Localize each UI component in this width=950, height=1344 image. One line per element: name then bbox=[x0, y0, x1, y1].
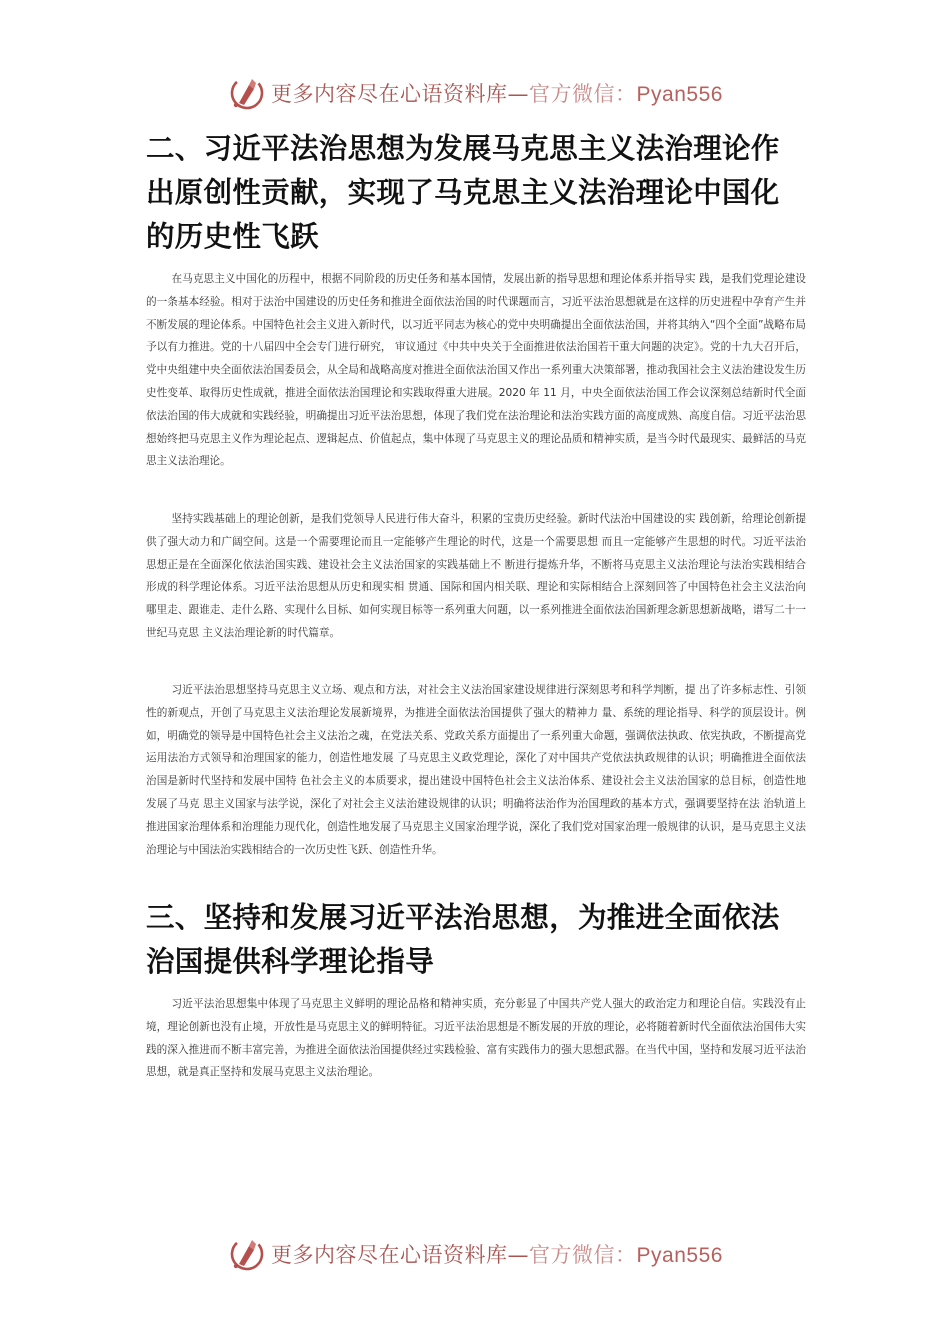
banner-wechat-label: 官方微信： bbox=[529, 82, 637, 106]
section-3 bbox=[146, 896, 806, 984]
section-2-paragraph-2 bbox=[146, 508, 806, 645]
paragraph: 习近平法治思想集中体现了马克思主义鲜明的理论品格和精神实质，充分彰显了中国共产党人强大的政治定力和理论自信。实践没有止境，理论创新也没有止境，开放性是马克思主义的鲜明特征。习近平法治思想是不断发展的开放的理论，必将随着新时代全面依法治国伟大实践的深入推进而不断丰富完善，为推进全面依法治国提供经过实践检验、富有实践伟力的强大思想武器。在当代中国，坚持和发展习近平法治思想，就是真正坚持和发展马克思主义法治理论。 bbox=[146, 998, 806, 1079]
paragraph: 在马克思主义中国化的历程中，根据不同阶段的历史任务和基本国情，发展出新的指导思想和理论体系并指导实 践，是我们党理论建设的一条基本经验。相对于法治中国建设的历史任务和推进全面依法治国的时代课题而言，习近平法治思想就是在这样的历史进程中孕育产生并不断发展的理论体系。中国特色社会主义进入新时代，以习近平同志为核心的党中央明确提出全面依法治国，并将其纳入“四个全面”战略布局予以有力推进。党的十八届四中全会专门进行研究， 审议通过《中共中央关于全面推进依法治国若干重大问题的决定》。党的十九大召开后，党中央组建中央全面依法治国委员会，从全局和战略高度对推进全面依法治国又作出一系列重大决策部署，推动我国社会主义法治建设发生历史性变革、取得历史性成就，推进全面依法治国理论和实践取得重大进展。2020 年 11 月，中央全面依法治国工作会议深刻总结新时代全面依法治国的伟大成就和实践经验，明确提出习近平法治思想，体现了我们党在法治理论和法治实践方面的高度成熟、高度自信。习近平法治思想始终把马克思主义作为理论起点、逻辑起点、价值起点，集中体现了马克思主义的理论品质和精神实质，是当今时代最现实、最鲜活的马克思主义法治理论。 bbox=[146, 273, 806, 468]
banner-wechat-label: 官方微信： bbox=[529, 1243, 637, 1267]
banner-dash: — bbox=[507, 82, 530, 106]
footer-banner bbox=[0, 1234, 950, 1274]
paragraph: 坚持实践基础上的理论创新，是我们党领导人民进行伟大奋斗，积累的宝贵历史经验。新时代法治中国建设的实 践创新，给理论创新提供了强大动力和广阔空间。这是一个需要理论而且一定能够产生理论的时代，这是一个需要思想 而且一定能够产生思想的时代。习近平法治思想正是在全面深化依法治国实践、建设社会主义法治国家的实践基础上不 断进行提炼升华，不断将马克思主义法治理论与法治实践相结合形成的科学理论体系。习近平法治思想从历史和现实相 贯通、国际和国内相关联、理论和实际相结合上深刻回答了中国特色社会主义法治向哪里走、跟谁走、走什么路、实现什么目标、如何实现目标等一系列重大问题，以一系列推进全面依法治国新理念新思想新战略，谱写二十一世纪马克思 主义法治理论新的时代篇章。 bbox=[146, 513, 806, 639]
section-2-paragraph-1 bbox=[146, 268, 806, 473]
header-banner bbox=[0, 73, 950, 113]
logo-icon bbox=[227, 73, 267, 113]
banner-main-text: 更多内容尽在心语资料库 bbox=[271, 82, 508, 106]
paragraph: 习近平法治思想坚持马克思主义立场、观点和方法，对社会主义法治国家建设规律进行深刻思考和科学判断，提 出了许多标志性、引领性的新观点，开创了马克思主义法治理论发展新境界，为推进全面依法治国提供了强大的精神力 量、系统的理论指导、科学的顶层设计。例如，明确党的领导是中国特色社会主义法治之魂，在党法关系、党政关系方面提出了一系列重大命题，强调依法执政、依宪执政，不断提高党运用法治方式领导和治理国家的能力，创造性地发展 了马克思主义政党理论，深化了对中国共产党依法执政规律的认识；明确推进全面依法治国是新时代坚持和发展中国特 色社会主义的本质要求，提出建设中国特色社会主义法治体系、建设社会主义法治国家的总目标，创造性地发展了马克 思主义国家与法学说，深化了对社会主义法治建设规律的认识；明确将法治作为治国理政的基本方式，强调要坚持在法 治轨道上推进国家治理体系和治理能力现代化，创造性地发展了马克思主义国家治理学说，深化了我们党对国家治理一般规律的认识，是马克思主义法治理论与中国法治实践相结合的一次历史性飞跃、创造性升华。 bbox=[146, 684, 806, 856]
banner-wechat-id: Pyan556 bbox=[636, 83, 723, 106]
banner-wechat-id: Pyan556 bbox=[636, 1244, 723, 1267]
logo-icon bbox=[227, 1234, 267, 1274]
banner-text bbox=[271, 78, 723, 108]
section-2 bbox=[146, 127, 806, 259]
section-heading: 三、坚持和发展习近平法治思想，为推进全面依法治国提供科学理论指导 bbox=[146, 901, 780, 978]
section-2-paragraph-3 bbox=[146, 679, 806, 861]
banner-dash: — bbox=[507, 1243, 530, 1267]
section-heading: 二、习近平法治思想为发展马克思主义法治理论作出原创性贡献，实现了马克思主义法治理论中国化的历史性飞跃 bbox=[146, 132, 780, 253]
banner-text bbox=[271, 1239, 723, 1269]
banner-main-text: 更多内容尽在心语资料库 bbox=[271, 1243, 508, 1267]
section-3-paragraph-1 bbox=[146, 993, 806, 1084]
